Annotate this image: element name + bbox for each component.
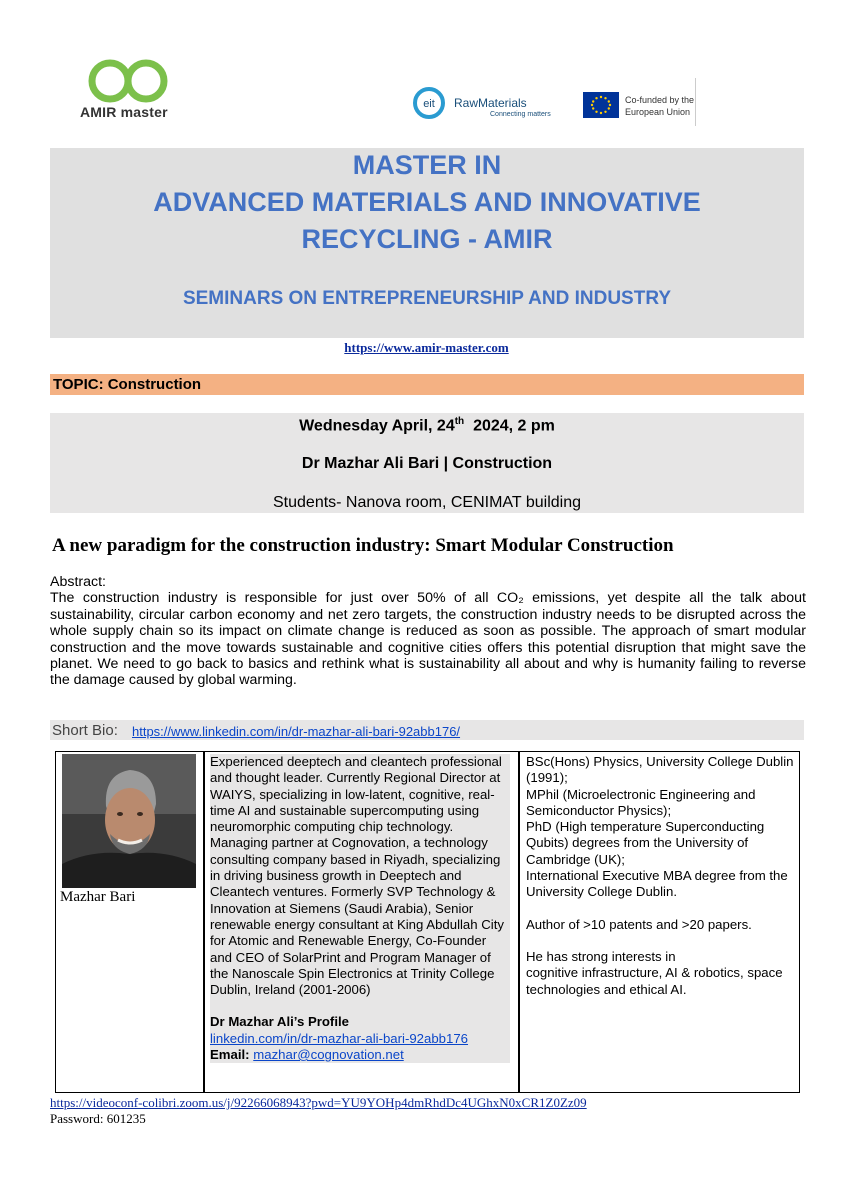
website-line (0, 340, 853, 356)
title-line-2: ADVANCED MATERIALS AND INNOVATIVE (153, 187, 701, 217)
eit-logo-tagline: Connecting matters (490, 111, 551, 118)
topic-bar (50, 374, 804, 395)
meeting-password: Password: 601235 (50, 1111, 146, 1126)
event-date-suffix-sup: th (454, 416, 465, 427)
speaker-photo (62, 754, 196, 888)
topic-label: TOPIC: Construction (53, 376, 202, 393)
short-bio-label: Short Bio: (52, 722, 118, 739)
eit-rawmaterials-logo (412, 86, 552, 122)
education-item: MPhil (Microelectronic Engineering and Semiconductor Physics); (526, 786, 756, 818)
eu-flag-icon (583, 92, 619, 118)
bio-table (55, 751, 800, 1093)
amir-rings-icon (88, 58, 168, 104)
education-item: International Executive MBA degree from the University College Dublin. (526, 868, 788, 900)
interests-line-1: He has strong interests in (526, 948, 676, 964)
bio-table-divider-2 (518, 752, 520, 1092)
eu-cofunded-logo (583, 92, 703, 128)
bio-experience-column (210, 754, 510, 1063)
bio-table-divider-1 (203, 752, 205, 1092)
zoom-link-line (50, 1095, 587, 1111)
bio-experience-text: Experienced deeptech and cleantech professional and thought leader. Currently Regional Director at WAIYS, specializing in low-latent, cognitive, real-time AI and sustainable supercomputing using neuromorphic computing chip technology. Managing partner at Cognovation, a technology consulting company based in Riyadh, specializing in driving business growth in Deeptech and Cleantech ventures. Formerly SVP Technology & Innovation at Siemens (Saudi Arabia), Senior renewable energy consultant at King Abdullah City for Atomic and Renewable Energy, Co-Founder and CEO of SolarPrint and Program Manager of the Nanoscale Spin Electronics at Trinity College Dublin, Ireland (2001-2006) (210, 754, 504, 998)
eu-logo-line2: European Union (625, 107, 691, 117)
event-date (50, 416, 804, 435)
profile-link[interactable]: linkedin.com/in/dr-mazhar-ali-bari-92abb176 (210, 1030, 469, 1046)
zoom-meeting-link[interactable]: https://videoconf-colibri.zoom.us/j/92266068943?pwd=YU9YOHp4dmRhdDc4UGhxN0xCR1Z0Zz09 (50, 1095, 587, 1110)
event-date-year-time: 2024, 2 pm (464, 417, 555, 435)
speaker-portrait-icon (62, 754, 196, 888)
amir-master-logo (80, 58, 176, 124)
eit-prefix: eit (423, 98, 435, 110)
patents-text: Author of >10 patents and >20 papers. (526, 916, 752, 932)
education-item: BSc(Hons) Physics, University College Dublin (1991); (526, 754, 794, 786)
profile-heading: Dr Mazhar Ali’s Profile (210, 1014, 349, 1030)
amir-logo-text: AMIR master (80, 104, 168, 120)
interests-line-2: cognitive infrastructure, AI & robotics, space technologies and ethical AI. (526, 965, 783, 997)
short-bio-link[interactable]: https://www.linkedin.com/in/dr-mazhar-ali-bari-92abb176/ (132, 724, 461, 739)
speaker-photo-caption: Mazhar Bari (60, 889, 136, 905)
abstract-label: Abstract: (50, 574, 106, 590)
event-date-main: Wednesday April, 24 (299, 417, 455, 435)
abstract-section (50, 574, 806, 689)
abstract-text: The construction industry is responsible for just over 50% of all CO₂ emissions, yet despite all the talk about sustainability, circular carbon economy and net zero targets, the construction industry needs to be disrupted across the whole supply chain so its impact on climate change is reduced as soon as possible. The approach of smart modular construction and the move towards sustainable and cognitive cities offers this potential disruption that might save the planet. We need to go back to basics and rethink what is sustainability all about and why is humanity failing to reverse the damage caused by global warming. (50, 590, 806, 689)
event-room: Students- Nanova room, CENIMAT building (273, 494, 581, 511)
title-line-1: MASTER IN (352, 150, 502, 180)
email-label: Email: (210, 1047, 250, 1063)
talk-title: A new paradigm for the construction industry: Smart Modular Construction (52, 535, 674, 556)
email-link[interactable]: mazhar@cognovation.net (253, 1047, 404, 1063)
seminar-subtitle: SEMINARS ON ENTREPRENEURSHIP AND INDUSTRY (182, 288, 672, 309)
website-link[interactable]: https://www.amir-master.com (344, 340, 509, 355)
eu-logo-line1: Co-funded by the (625, 95, 695, 105)
title-line-3: RECYCLING - AMIR (301, 224, 553, 254)
event-box (50, 413, 804, 513)
event-speaker: Dr Mazhar Ali Bari | Construction (301, 455, 553, 472)
short-bio-bar (50, 720, 804, 740)
title-box (50, 148, 804, 338)
education-item: PhD (High temperature Superconducting Qubits) degrees from the University of Cambridge (UK); (526, 819, 765, 867)
eu-logo-text (625, 94, 694, 118)
eit-logo-name: RawMaterials (454, 96, 527, 110)
bio-education-column (526, 754, 796, 998)
logo-divider (695, 78, 696, 126)
eit-circle-icon (412, 86, 446, 120)
